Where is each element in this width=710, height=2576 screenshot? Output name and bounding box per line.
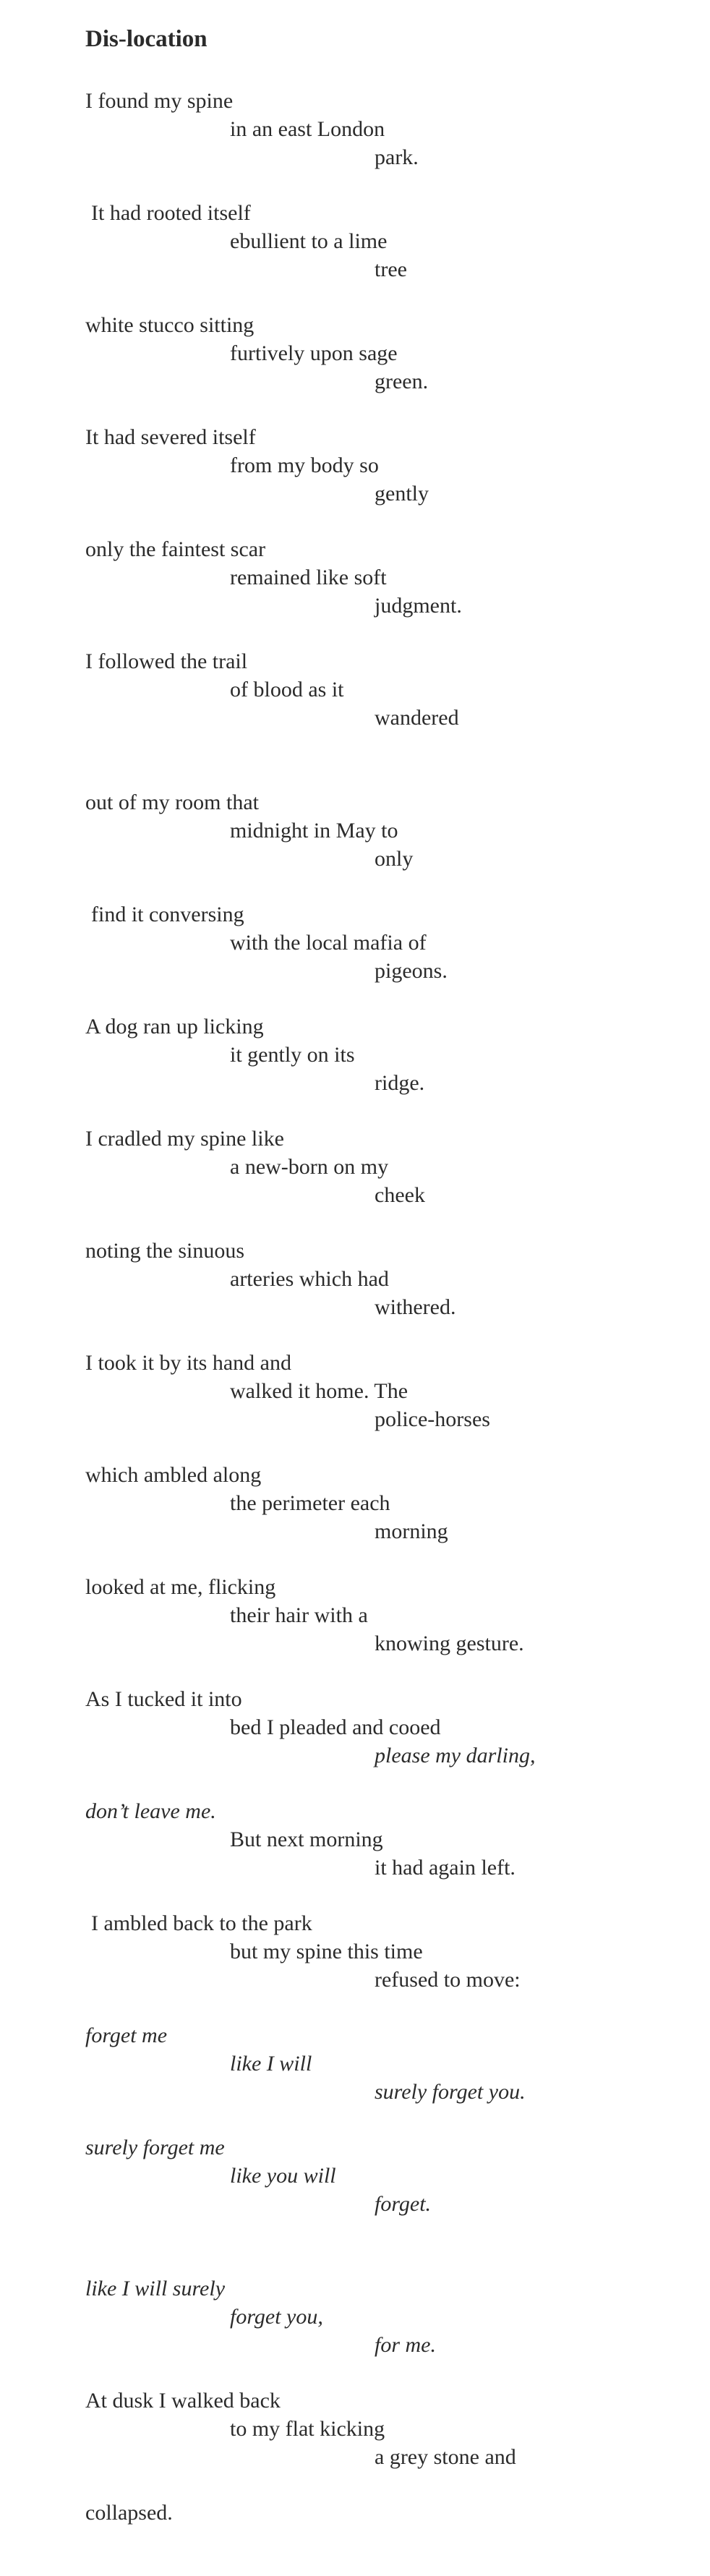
poem-line: park. bbox=[375, 145, 419, 169]
poem-line: white stucco sitting bbox=[85, 313, 255, 337]
poem-line: like you will bbox=[230, 2164, 336, 2188]
poem-line: which ambled along bbox=[85, 1463, 262, 1487]
poem-line: it had again left. bbox=[375, 1856, 516, 1880]
poem-line: from my body so bbox=[230, 453, 379, 477]
poem-line: the perimeter each bbox=[230, 1491, 390, 1515]
poem-line: please my darling, bbox=[375, 1744, 536, 1767]
poem-line: but my spine this time bbox=[230, 1940, 423, 1963]
poem-line: remained like soft bbox=[230, 566, 387, 589]
poem-line: find it conversing bbox=[91, 903, 244, 926]
poem-line: out of my room that bbox=[85, 790, 259, 814]
poem-line: refused to move: bbox=[375, 1968, 521, 1992]
poem-line: like I will bbox=[230, 2052, 312, 2076]
poem-line: police-horses bbox=[375, 1407, 490, 1431]
poem-line: I followed the trail bbox=[85, 649, 248, 673]
poem-line: of blood as it bbox=[230, 678, 344, 701]
poem-line: arteries which had bbox=[230, 1267, 389, 1291]
poem-line: gently bbox=[375, 482, 429, 506]
poem-line: ridge. bbox=[375, 1071, 425, 1095]
poem-line: cheek bbox=[375, 1183, 425, 1207]
poem-title: Dis-location bbox=[85, 26, 208, 52]
poem-line: withered. bbox=[375, 1295, 456, 1319]
poem-line: collapsed. bbox=[85, 2501, 173, 2525]
poem-line: I cradled my spine like bbox=[85, 1127, 284, 1151]
poem-line: for me. bbox=[375, 2333, 436, 2357]
poem-line: their hair with a bbox=[230, 1603, 368, 1627]
poem-line: ebullient to a lime bbox=[230, 229, 388, 253]
poem-line: furtively upon sage bbox=[230, 341, 398, 365]
poem-line: walked it home. The bbox=[230, 1379, 409, 1403]
poem-line: looked at me, flicking bbox=[85, 1575, 276, 1599]
poem-line: I found my spine bbox=[85, 89, 234, 113]
poem-line: pigeons. bbox=[375, 959, 448, 983]
poem-line: As I tucked it into bbox=[85, 1687, 242, 1711]
poem-line: it gently on its bbox=[230, 1043, 355, 1067]
poem-line: bed I pleaded and cooed bbox=[230, 1715, 441, 1739]
poem-line: don’t leave me. bbox=[85, 1799, 216, 1823]
poem-line: noting the sinuous bbox=[85, 1239, 245, 1263]
poem-line: in an east London bbox=[230, 117, 385, 141]
poem-line: surely forget me bbox=[85, 2136, 225, 2159]
poem-line: with the local mafia of bbox=[230, 931, 427, 955]
poem-line: But next morning bbox=[230, 1827, 383, 1851]
poem-line: I ambled back to the park bbox=[91, 1911, 312, 1935]
poem-line: to my flat kicking bbox=[230, 2417, 385, 2441]
poem-line: tree bbox=[375, 257, 407, 281]
poem-line: only bbox=[375, 847, 414, 871]
poem-line: a grey stone and bbox=[375, 2445, 516, 2469]
poem-line: I took it by its hand and bbox=[85, 1351, 291, 1375]
poem-line: wandered bbox=[375, 706, 459, 730]
poem-line: forget. bbox=[375, 2192, 432, 2216]
poem-line: judgment. bbox=[375, 594, 462, 618]
poem-line: green. bbox=[375, 370, 429, 393]
poem-line: a new-born on my bbox=[230, 1155, 389, 1179]
poem-line: knowing gesture. bbox=[375, 1632, 524, 1655]
poem-line: At dusk I walked back bbox=[85, 2389, 281, 2413]
poem-line: It had rooted itself bbox=[91, 201, 251, 225]
poem-line: like I will surely bbox=[85, 2277, 226, 2300]
poem-line: morning bbox=[375, 1519, 448, 1543]
poem-line: midnight in May to bbox=[230, 819, 398, 843]
poem-line: only the faintest scar bbox=[85, 537, 266, 561]
poem-line: It had severed itself bbox=[85, 425, 256, 449]
poem-line: forget me bbox=[85, 2023, 168, 2047]
poem-line: surely forget you. bbox=[375, 2080, 526, 2104]
poem-line: forget you, bbox=[230, 2305, 323, 2329]
poem-line: A dog ran up licking bbox=[85, 1015, 264, 1038]
